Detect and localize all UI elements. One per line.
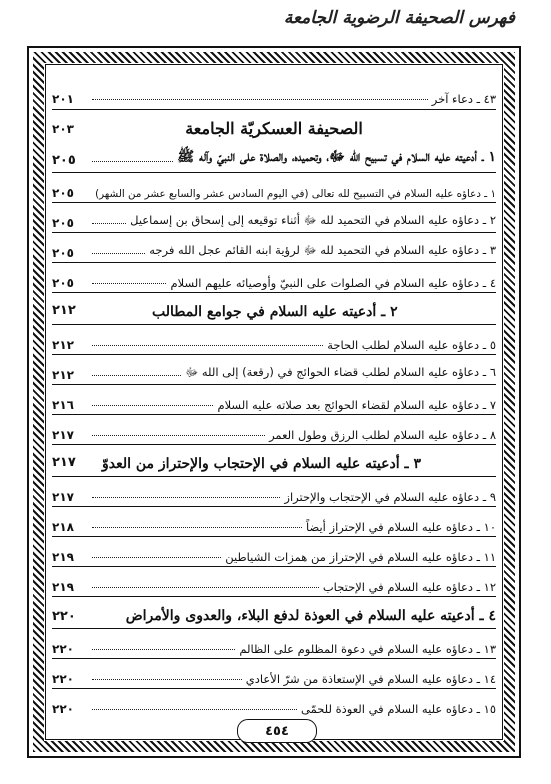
toc-entry-page: ٢٠٥	[52, 186, 74, 200]
toc-entry-title: ١٥ ـ دعاؤه عليه السلام في العوذة للحمّى	[300, 702, 496, 716]
toc-chapter-title: ٤ ـ أدعيته عليه السلام في العوذة لدفع البلاء، والعدوى والأمراض	[125, 608, 496, 624]
toc-section-title: الصحيفة العسكريّة الجامعة	[185, 119, 363, 138]
toc-entry-page: ٢١٧	[52, 428, 74, 442]
toc-entry-page: ٢١٢	[52, 338, 74, 352]
divider	[52, 566, 496, 567]
divider	[52, 536, 496, 537]
leader-dots	[92, 405, 213, 406]
toc-entry-page: ٢١٢	[52, 368, 74, 382]
toc-entry	[52, 480, 496, 504]
divider	[52, 324, 496, 325]
leader-dots	[92, 649, 235, 650]
toc-entry-page: ٢٢٠	[52, 672, 74, 686]
divider	[52, 354, 496, 355]
toc-entry	[52, 328, 496, 352]
leader-dots	[92, 557, 221, 558]
divider	[52, 658, 496, 659]
divider	[52, 476, 496, 477]
toc-entry-page: ٢٠٥	[52, 153, 76, 168]
toc-chapter-title: ٢ ـ أدعيته عليه السلام في جوامع المطالب	[152, 304, 398, 320]
leader-dots	[92, 497, 280, 498]
toc-entry	[52, 236, 496, 260]
toc-entry	[52, 570, 496, 594]
toc-chapter-title: ١ ـ أدعيته عليه السلام في تسبيح الله ﷻ، وتحميده، والصلاة على النبيّ وآله ﷺ	[177, 149, 496, 165]
toc-entry	[52, 266, 496, 290]
toc-chapter	[52, 600, 496, 624]
leader-dots	[92, 709, 297, 710]
leader-dots	[92, 375, 181, 376]
toc-entry-title: ١٢ ـ دعاؤه عليه السلام في الإحتجاب	[322, 580, 496, 594]
toc-entry-page: ٢١٩	[52, 550, 74, 564]
toc-entry	[52, 418, 496, 442]
leader-dots	[92, 161, 173, 162]
leader-dots	[92, 223, 126, 224]
toc-entry-page: ٢١٨	[52, 520, 74, 534]
toc-section-heading	[52, 114, 496, 138]
divider	[52, 232, 496, 233]
page-number: ٤٥٤	[237, 719, 317, 743]
leader-dots	[92, 679, 242, 680]
table-of-contents	[52, 80, 496, 716]
divider	[52, 262, 496, 263]
toc-chapter-title: ٣ ـ أدعيته عليه السلام في الإحتجاب والإحتراز من العدوّ	[102, 456, 421, 472]
toc-entry-title: ٣ ـ دعاؤه عليه السلام في التحميد لله ﷻ لرؤية ابنه القائم عجل الله فرجه	[149, 243, 496, 257]
toc-entry	[52, 388, 496, 412]
divider	[52, 688, 496, 689]
toc-entry	[52, 692, 496, 716]
leader-dots	[92, 527, 302, 528]
toc-entry-page: ٢٠٣	[52, 122, 74, 136]
toc-entry-page: ٢٢٠	[52, 609, 76, 624]
toc-entry-page: ٢٠٥	[52, 216, 74, 230]
divider	[52, 292, 496, 293]
toc-entry-page: ٢١٢	[52, 303, 76, 318]
divider	[52, 202, 496, 203]
toc-entry	[52, 358, 496, 382]
toc-entry	[52, 82, 496, 106]
toc-entry-page: ٢١٦	[52, 398, 74, 412]
toc-entry-page: ٢٢٠	[52, 642, 74, 656]
running-head: فهرس الصحيفة الرضوية الجامعة	[283, 8, 515, 28]
toc-entry-title: ٤ ـ دعاؤه عليه السلام في الصلوات على النبيّ وأوصيائه عليهم السلام	[170, 276, 496, 290]
toc-entry-title: ٦ ـ دعاؤه عليه السلام لطلب قضاء الحوائج في (رقعة) إلى الله ﷻ	[185, 365, 496, 379]
toc-entry-title: ١١ ـ دعاؤه عليه السلام في الإحتراز من همزات الشياطين	[225, 550, 496, 564]
divider	[52, 384, 496, 385]
toc-entry-page: ٢٢٠	[52, 702, 74, 716]
toc-entry-title: ٨ ـ دعاؤه عليه السلام لطلب الرزق وطول العمر	[269, 428, 496, 442]
toc-entry-title: ٢ ـ دعاؤه عليه السلام في التحميد لله ﷻ أثناء توقيعه إلى إسحاق بن إسماعيل	[130, 213, 496, 227]
toc-entry	[52, 176, 496, 200]
toc-entry-page: ٢١٩	[52, 580, 74, 594]
divider	[52, 596, 496, 597]
leader-dots	[92, 435, 265, 436]
toc-entry-page: ٢٠٥	[52, 246, 74, 260]
toc-entry-page: ٢١٧	[52, 455, 76, 470]
divider	[52, 444, 496, 445]
divider	[52, 628, 496, 629]
leader-dots	[92, 345, 323, 346]
toc-entry	[52, 632, 496, 656]
leader-dots	[92, 99, 428, 100]
leader-dots	[92, 253, 145, 254]
divider	[52, 414, 496, 415]
toc-entry	[52, 206, 496, 230]
toc-entry-title: ٤٣ ـ دعاء آخر	[431, 92, 496, 106]
toc-entry	[52, 540, 496, 564]
toc-entry-title: ١٠ ـ دعاؤه عليه السلام في الإحتراز أيضاً	[305, 520, 496, 534]
toc-entry-page: ٢٠٥	[52, 276, 74, 290]
leader-dots	[92, 283, 166, 284]
toc-entry-title: ٧ ـ دعاؤه عليه السلام لقضاء الحوائج بعد صلاته عليه السلام	[217, 398, 496, 412]
toc-entry-title: ٥ ـ دعاؤه عليه السلام لطلب الحاجة	[327, 338, 496, 352]
toc-chapter	[52, 448, 496, 472]
divider	[52, 506, 496, 507]
toc-entry-title: ١ ـ دعاؤه عليه السلام في التسبيح لله تعالى (في اليوم السادس عشر والسابع عشر من الشهر)	[95, 188, 496, 200]
divider	[52, 109, 496, 110]
toc-entry-title: ١٤ ـ دعاؤه عليه السلام في الإستعاذة من شرّ الأعادي	[245, 672, 496, 686]
toc-entry-page: ٢١٧	[52, 490, 74, 504]
toc-entry-title: ٩ ـ دعاؤه عليه السلام في الإحتجاب والإحتراز	[284, 490, 496, 504]
toc-entry	[52, 662, 496, 686]
toc-chapter	[52, 296, 496, 320]
toc-entry-title: ١٣ ـ دعاؤه عليه السلام في دعوة المظلوم على الظالم	[239, 642, 496, 656]
toc-entry-page: ٢٠١	[52, 92, 74, 106]
divider	[52, 172, 496, 173]
leader-dots	[92, 587, 319, 588]
toc-entry	[52, 510, 496, 534]
toc-chapter	[52, 144, 496, 168]
